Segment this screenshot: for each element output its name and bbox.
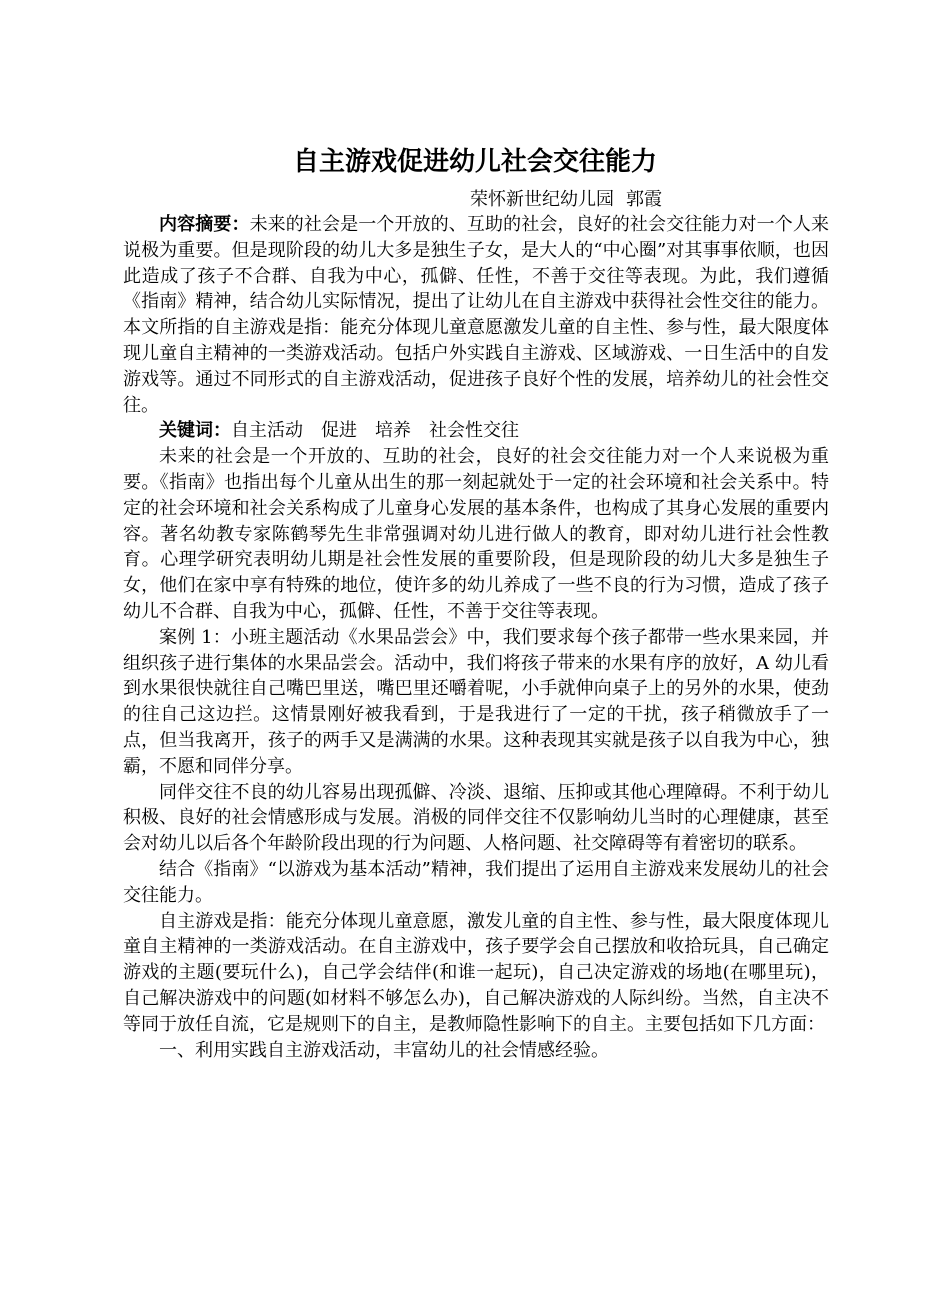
author-line bbox=[470, 187, 662, 213]
body-paragraph-case-1: 案例 1：小班主题活动《水果品尝会》中，我们要求每个孩子都带一些水果来园，并组织孩子进行集体的水果品尝会。活动中，我们将孩子带来的水果有序的放好，A 幼儿看到水果很快就往自己嘴巴里送，嘴巴里还嚼着呢，小手就伸向桌子上的另外的水果，使劲的往自己这边拦。这情景刚好被我看到，于是我进行了一定的干扰，孩子稍微放手了一点，但当我离开，孩子的两手又是满满的水果。这种表现其实就是孩子以自我为中心，独霸，不愿和同伴分享。 bbox=[123, 626, 829, 777]
body-paragraph-definition: 自主游戏是指：能充分体现儿童意愿，激发儿童的自主性、参与性，最大限度体现儿童自主精神的一类游戏活动。在自主游戏中，孩子要学会自己摆放和收拾玩具，自己确定游戏的主题(要玩什么)，自己学会结伴(和谁一起玩)，自己决定游戏的场地(在哪里玩)，自己解决游戏中的问题(如材料不够怎么办)，自己解决游戏的人际纠纷。当然，自主决不等同于放任自流，它是规则下的自主，是教师隐性影响下的自主。主要包括如下几方面： bbox=[123, 910, 829, 1035]
section-heading-1: 一、利用实践自主游戏活动，丰富幼儿的社会情感经验。 bbox=[159, 1039, 609, 1061]
document-body bbox=[123, 212, 829, 1063]
keyword-item: 社会性交往 bbox=[429, 420, 519, 442]
document-title: 自主游戏促进幼儿社会交往能力 bbox=[292, 147, 657, 177]
body-paragraph-guideline: 结合《指南》“以游戏为基本活动”精神，我们提出了运用自主游戏来发展幼儿的社会交往能力。 bbox=[123, 858, 829, 906]
abstract-paragraph bbox=[123, 212, 829, 418]
abstract-label: 内容摘要： bbox=[159, 214, 250, 235]
keywords-paragraph bbox=[123, 418, 829, 444]
keyword-item: 培养 bbox=[375, 420, 411, 442]
keywords-label: 关键词： bbox=[159, 420, 231, 442]
abstract-text: 未来的社会是一个开放的、互助的社会，良好的社会交往能力对一个人来说极为重要。但是现阶段的幼儿大多是独生子女，是大人的“中心圈”对其事事依顺，也因此造成了孩子不合群、自我为中心，孤僻、任性，不善于交往等表现。为此，我们遵循《指南》精神，结合幼儿实际情况，提出了让幼儿在自主游戏中获得社会性交往的能力。本文所指的自主游戏是指：能充分体现儿童意愿激发儿童的自主性、参与性，最大限度体现儿童自主精神的一类游戏活动。包括户外实践自主游戏、区域游戏、一日生活中的自发游戏等。通过不同形式的自主游戏活动，促进孩子良好个性的发展，培养幼儿的社会性交往。 bbox=[123, 214, 830, 416]
body-paragraph-peer-interaction: 同伴交往不良的幼儿容易出现孤僻、冷淡、退缩、压抑或其他心理障碍。不利于幼儿积极、良好的社会情感形成与发展。消极的同伴交往不仅影响幼儿当时的心理健康，甚至会对幼儿以后各个年龄阶段出现的行为问题、人格问题、社交障碍等有着密切的联系。 bbox=[123, 781, 829, 855]
keyword-item: 促进 bbox=[321, 420, 357, 442]
body-paragraph-intro: 未来的社会是一个开放的、互助的社会，良好的社会交往能力对一个人来说极为重要。《指南》也指出每个儿童从出生的那一刻起就处于一定的社会环境和社会关系中。特定的社会环境和社会关系构成了儿童身心发展的基本条件，也构成了其身心发展的重要内容。著名幼教专家陈鹤琴先生非常强调对幼儿进行做人的教育，即对幼儿进行社会性教育。心理学研究表明幼儿期是社会性发展的重要阶段，但是现阶段的幼儿大多是独生子女，他们在家中享有特殊的地位，使许多的幼儿养成了一些不良的行为习惯，造成了孩子幼儿不合群、自我为中心，孤僻、任性，不善于交往等表现。 bbox=[123, 446, 829, 622]
author-name: 郭霞 bbox=[626, 189, 662, 210]
author-organization: 荣怀新世纪幼儿园 bbox=[470, 189, 614, 210]
keyword-item: 自主活动 bbox=[231, 420, 303, 442]
